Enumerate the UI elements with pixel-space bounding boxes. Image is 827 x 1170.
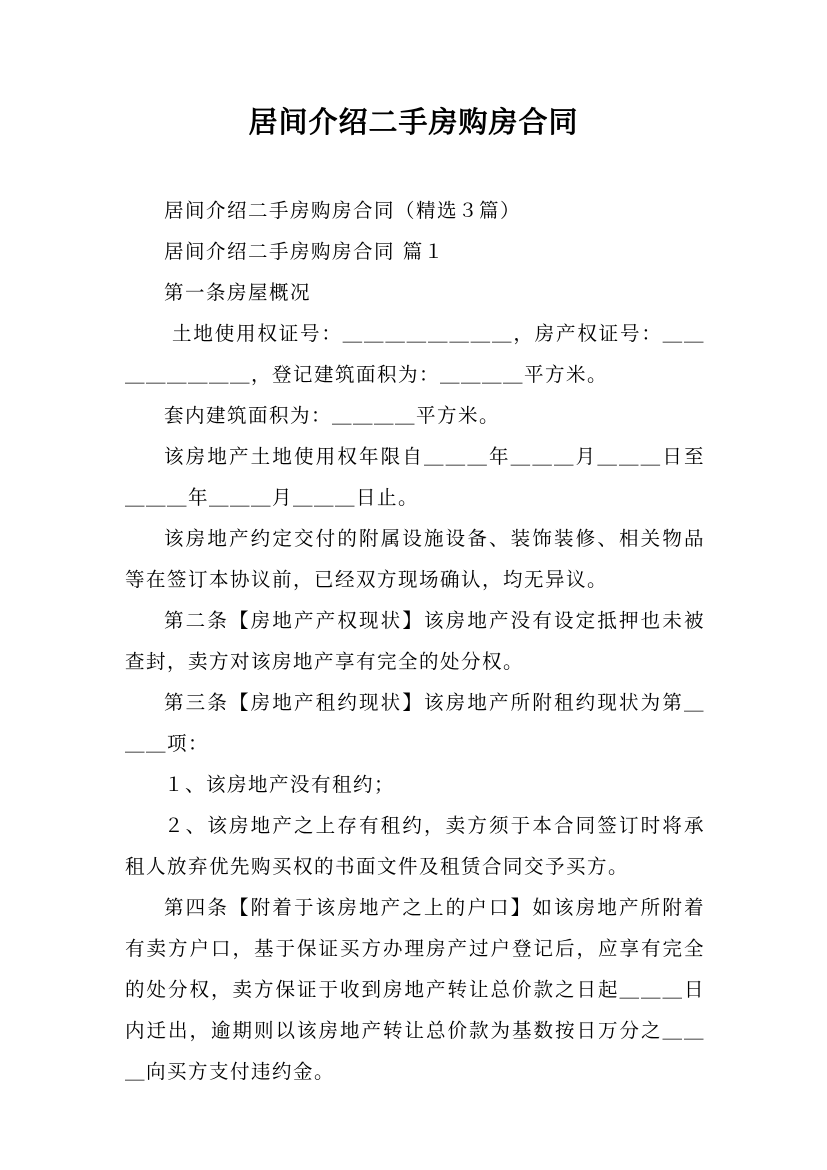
paragraph-internal-area: 套内建筑面积为：＿＿＿＿平方米。 <box>164 404 501 427</box>
paragraph-attached-facilities: 该房地产约定交付的附属设施设备、装饰装修、相关物品等在签订本协议前，已经双方现场确认，均无异议。 <box>125 527 705 591</box>
paragraph-section-heading: 居间介绍二手房购房合同 篇１ <box>164 240 445 263</box>
paragraph-article-4: 第四条【附着于该房地产之上的户口】如该房地产所附着有卖方户口，基于保证买方办理房产过户登记后，应享有完全的处分权，卖方保证于收到房地产转让总价款之日起＿＿＿日内迁出，逾期则以该房地产转让总价款为基数按日万分之＿＿＿向买方支付违约金。 <box>125 896 705 1083</box>
paragraph-certificate-numbers: 土地使用权证号：＿＿＿＿＿＿＿＿，房产权证号：＿＿＿＿＿＿＿＿，登记建筑面积为：＿＿＿＿平方米。 <box>125 322 705 386</box>
paragraph-lease-option-1: １、该房地产没有租约； <box>164 773 396 796</box>
paragraph-lease-option-2: ２、该房地产之上存有租约，卖方须于本合同签订时将承租人放弃优先购买权的书面文件及租赁合同交予买方。 <box>125 814 705 878</box>
paragraph-article-1-heading: 第一条房屋概况 <box>164 281 312 304</box>
paragraph-article-2: 第二条【房地产产权现状】该房地产没有设定抵押也未被查封，卖方对该房地产享有完全的处分权。 <box>125 609 705 673</box>
paragraph-collection-title: 居间介绍二手房购房合同（精选３篇） <box>164 199 522 222</box>
document-body <box>125 190 705 1092</box>
paragraph-land-use-term: 该房地产土地使用权年限自＿＿＿年＿＿＿月＿＿＿日至＿＿＿年＿＿＿月＿＿＿日止。 <box>125 445 705 509</box>
document-title: 居间介绍二手房购房合同 <box>248 105 579 139</box>
paragraph-article-3: 第三条【房地产租约现状】该房地产所附租约现状为第＿＿＿项： <box>125 691 705 755</box>
